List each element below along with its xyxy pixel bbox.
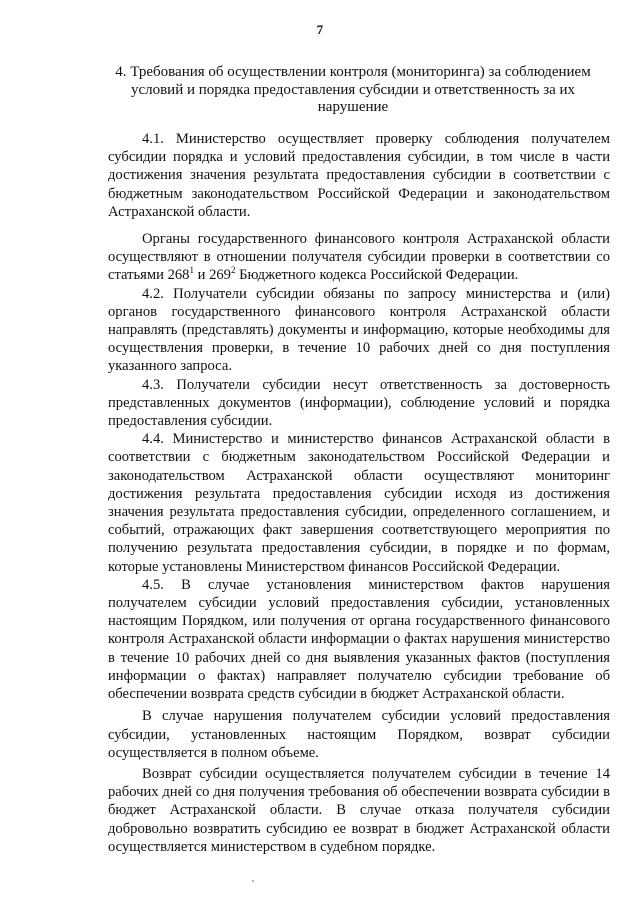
- paragraph-4-4: 4.4. Министерство и министерство финансов Астраханской области в соответствии с бюджетным законодательством Российской Федерации и законодательством Астраханской области осуществляют мониторинг достижения результата предоставления субсидии исходя из достижения значения результата предоставления субсидии, определенного соглашением, и событий, отражающих факт завершения соответствующего мероприятия по получению результата предоставления субсидии, в порядке и по формам, которые установлены Министерством финансов Российской Федерации.: [108, 431, 610, 575]
- paragraph-4-1-control-bodies: [108, 230, 610, 285]
- paragraph-4-5: 4.5. В случае установления министерством фактов нарушения получателем субсидии условий предоставления субсидии, установленных настоящим Порядком, или получения от органа государственного финансового контроля Астраханской области информации о фактах нарушения министерство в течение 10 рабочих дней со дня выявления указанных фактов (поступления информации о фактах) направляет получателю субсидии требование об обеспечении возврата средств субсидии в бюджет Астраханской области.: [108, 576, 610, 703]
- scan-artifact: [252, 880, 254, 882]
- paragraph-text: Органы государственного финансового контроля Астраханской области осуществляют в отношении получателя субсидии проверки в соответствии со статьями 268: [108, 231, 610, 284]
- article-superscript: 2: [230, 265, 236, 276]
- article-superscript: 1: [189, 265, 194, 276]
- paragraph-text: Бюджетного кодекса Российской Федерации.: [235, 267, 519, 284]
- paragraph-4-1: 4.1. Министерство осуществляет проверку соблюдения получателем субсидии порядка и условий предоставления субсидии, в том числе в части достижения значения результата предоставления субсидии в соответствии с бюджетным законодательством Российской Федерации и законодательством Астраханской области.: [108, 131, 610, 220]
- paragraph-4-5-return-procedure: Возврат субсидии осуществляется получателем субсидии в течение 14 рабочих дней со дня получения требования об обеспечении возврата субсидии в бюджет Астраханской области. В случае отказа получателя субсидии добровольно возвратить субсидию ее возврат в бюджет Астраханской области осуществляется министерством в судебном порядке.: [108, 765, 610, 855]
- paragraph-4-3: 4.3. Получатели субсидии несут ответственность за достоверность представленных документов (информации), соблюдение условий и порядка предоставления субсидии.: [108, 376, 610, 430]
- section-title: 4. Требования об осуществлении контроля (мониторинга) за соблюдением условий и порядка предоставления субсидии и ответственность за их нарушение: [115, 64, 591, 115]
- section-body: [108, 130, 610, 856]
- page-number: 7: [316, 22, 324, 37]
- paragraph-4-5-full-return: В случае нарушения получателем субсидии условий предоставления субсидии, установленных настоящим Порядком, возврат субсидии осуществляется в полном объеме.: [108, 708, 610, 761]
- paragraph-text: и 269: [193, 267, 231, 284]
- paragraph-4-2: 4.2. Получатели субсидии обязаны по запросу министерства и (или) органов государственного финансового контроля Астраханской области направлять (представлять) документы и информацию, которые необходимы для осуществления проверки, в течение 10 рабочих дней со дня поступления указанного запроса.: [108, 285, 610, 375]
